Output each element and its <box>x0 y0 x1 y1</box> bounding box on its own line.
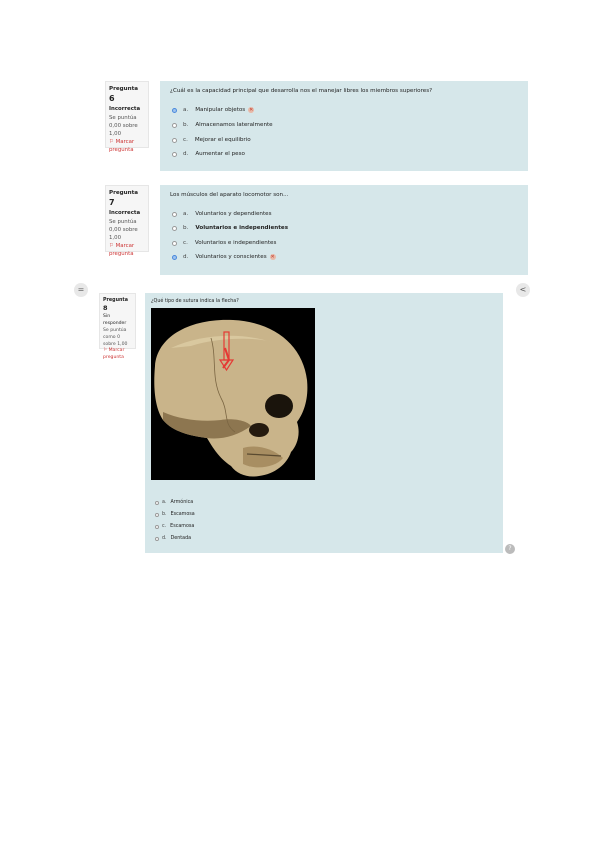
answer-option-b[interactable]: b. Voluntarios e independientes <box>172 225 288 231</box>
flag-icon: ⚐ <box>103 348 108 354</box>
radio-button[interactable] <box>172 255 177 260</box>
radio-button[interactable] <box>172 108 177 113</box>
question-text: Los músculos del aparato locomotor son... <box>170 192 289 198</box>
radio-button[interactable] <box>155 501 159 505</box>
radio-button[interactable] <box>172 152 177 157</box>
help-icon: ? <box>508 545 512 552</box>
question-state: Sin responder <box>103 313 127 326</box>
menu-icon: = <box>77 285 85 294</box>
question-number: Pregunta 8 <box>103 298 128 313</box>
radio-button[interactable] <box>155 537 159 541</box>
answer-option-d[interactable]: d. Dentada <box>155 536 191 541</box>
question-info-8 <box>99 293 136 361</box>
question-text: ¿Qué tipo de sutura indica la flecha? <box>151 299 239 304</box>
answer-option-a[interactable]: a. Armónica <box>155 500 193 505</box>
menu-toggle-button[interactable] <box>74 283 88 297</box>
question-content-6 <box>160 81 528 171</box>
answer-option-d[interactable]: d. Voluntarios y conscientes ✕ <box>172 254 276 260</box>
radio-button[interactable] <box>172 241 177 246</box>
help-button[interactable] <box>505 544 515 554</box>
question-mark: Se puntúa 0,00 sobre 1,00 <box>109 114 138 137</box>
question-state: Incorrecta <box>109 106 141 113</box>
incorrect-icon: ✕ <box>249 107 254 113</box>
question-mark: Se puntúa como 0 sobre 1,00 <box>103 327 128 347</box>
answer-option-a[interactable]: a. Manipular objetos ✕ <box>172 107 254 113</box>
radio-button[interactable] <box>172 138 177 143</box>
radio-button[interactable] <box>155 525 159 529</box>
question-text: ¿Cuál es la capacidad principal que desarrolla nos el manejar libres los miembros superiores? <box>170 88 433 94</box>
answer-option-d[interactable]: d. Aumentar el peso <box>172 151 245 157</box>
answer-option-b[interactable]: b. Almacenamos lateralmente <box>172 122 273 128</box>
answer-option-c[interactable]: c. Escamosa <box>155 524 194 529</box>
drawer-toggle-button[interactable] <box>516 283 530 297</box>
question-number: Pregunta 7 <box>109 190 139 208</box>
flag-question-link[interactable]: ⚐ Marcar pregunta <box>109 242 135 257</box>
question-state: Incorrecta <box>109 210 141 217</box>
answer-option-b[interactable]: b. Escamosa <box>155 512 195 517</box>
radio-button[interactable] <box>172 123 177 128</box>
question-number: Pregunta 6 <box>109 86 139 104</box>
flag-question-link[interactable]: ⚐ Marcar pregunta <box>109 138 135 153</box>
radio-button[interactable] <box>155 513 159 517</box>
skull-illustration <box>151 308 315 480</box>
question-content-8 <box>145 293 503 553</box>
question-info-7 <box>105 185 149 257</box>
answer-option-a[interactable]: a. Voluntarios y dependientes <box>172 211 272 217</box>
answer-option-c[interactable]: c. Voluntarios e independientes <box>172 240 276 246</box>
flag-question-link[interactable]: ⚐ Marcar pregunta <box>103 348 125 361</box>
answer-option-c[interactable]: c. Mejorar el equilibrio <box>172 137 251 143</box>
flag-icon: ⚐ <box>109 242 114 249</box>
question-mark: Se puntúa 0,00 sobre 1,00 <box>109 218 138 241</box>
radio-button[interactable] <box>172 226 177 231</box>
skull-image <box>151 308 315 480</box>
radio-button[interactable] <box>172 212 177 217</box>
question-info-6 <box>105 81 149 153</box>
question-content-7 <box>160 185 528 275</box>
chevron-left-icon: < <box>519 285 527 294</box>
incorrect-icon: ✕ <box>270 254 275 260</box>
flag-icon: ⚐ <box>109 138 114 145</box>
